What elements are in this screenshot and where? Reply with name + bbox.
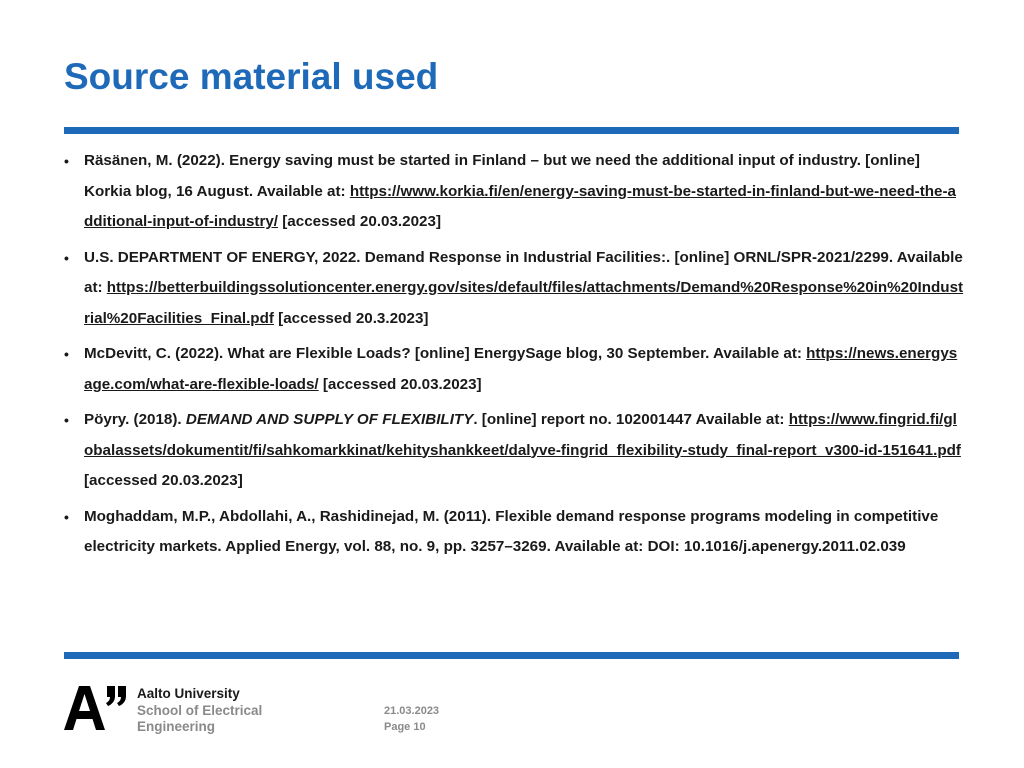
reference-link[interactable]: https://www.fingrid.fi/globalassets/dokumentit/fi/sahkomarkkinat/kehityshankkeet/dalyve-fingrid_flexibility-study_final-report_v300-id-151641.pdf [84, 411, 961, 459]
footer-date: 21.03.2023 [384, 705, 440, 717]
reference-accessed: [accessed 20.03.2023] [318, 375, 482, 393]
reference-accessed: [accessed 20.03.2023] [278, 213, 442, 230]
bottom-divider [64, 652, 959, 659]
reference-text: Moghaddam, M.P., Abdollahi, A., Rashidinejad, M. (2011). Flexible demand response programs modeling in competitive electricity markets. Applied Energy, vol. 88, no. 9, pp. 3257–3269. Available at: DOI: 10.1016/j.apenergy.2011.02.039 [84, 507, 939, 555]
footer-meta [384, 703, 439, 735]
reference-text-mid: . [online] report no. 102001447 Available at: [473, 411, 789, 428]
reference-text: McDevitt, C. (2022). What are Flexible Loads? [online] EnergySage blog, 30 September. Available at: [84, 345, 807, 362]
page-number: Page 10 [384, 721, 426, 733]
reference-text: Pöyry. (2018). [84, 411, 186, 428]
reference-link[interactable]: https://www.korkia.fi/en/energy-saving-must-be-started-in-finland-but-we-need-the-additional-input-of-industry/ [84, 182, 956, 230]
reference-link[interactable]: https://news.energysage.com/what-are-flexible-loads/ [84, 345, 958, 393]
reference-item [64, 405, 964, 497]
reference-accessed: [accessed 20.3.2023] [273, 309, 429, 327]
reference-accessed: [accessed 20.03.2023] [84, 472, 243, 489]
school-name-line2: Engineering [137, 719, 216, 734]
reference-item [64, 146, 964, 238]
reference-item [64, 243, 964, 335]
page-title: Source material used [64, 56, 439, 97]
reference-text: U.S. DEPARTMENT OF ENERGY, 2022. Demand Response in Industrial Facilities:. [online] ORNL/SPR-2021/2299. Available at: [84, 248, 963, 296]
reference-link[interactable]: https://betterbuildingssolutioncenter.energy.gov/sites/default/files/attachments/Demand%20Response%20in%20Industrial%20Facilities_Final.pdf [84, 279, 964, 327]
top-divider [64, 127, 959, 134]
university-block [137, 686, 262, 736]
reference-text: Räsänen, M. (2022). Energy saving must be started in Finland – but we need the additional input of industry. [online] Korkia blog, 16 August. Available at: [84, 152, 920, 200]
aalto-logo-icon [64, 686, 130, 730]
reference-item [64, 339, 964, 400]
reference-list [64, 146, 964, 568]
school-name-line1: School of Electrical [137, 702, 263, 718]
university-name: Aalto University [137, 686, 240, 701]
reference-title-italic: DEMAND AND SUPPLY OF FLEXIBILITY [185, 411, 474, 428]
reference-item [64, 502, 964, 563]
